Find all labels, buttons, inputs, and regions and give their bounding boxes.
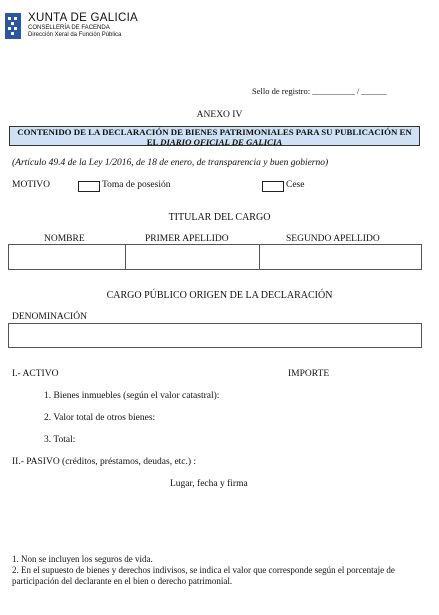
cese-label: Cese	[286, 180, 305, 190]
origin-section-title: CARGO PÚBLICO ORIGEN DE LA DECLARACIÓN	[106, 290, 333, 301]
signature-label: Lugar, fecha y firma	[170, 479, 248, 489]
denomination-field[interactable]	[8, 323, 422, 348]
footnote-1: 1. Non se incluyen los seguros de vida.	[12, 554, 153, 564]
column-header-segundo-apellido: SEGUNDO APELLIDO	[286, 234, 380, 244]
annex-title: ANEXO IV	[196, 110, 243, 120]
liabilities-heading: II.- PASIVO (créditos, préstamos, deudas, etc.) :	[12, 457, 197, 467]
denomination-label: DENOMINACIÓN	[12, 312, 87, 322]
legal-reference: (Artículo 49.4 de la Ley 1/2016, de 18 de enero, de transparencia y buen gobierno)	[12, 158, 329, 168]
table-divider	[259, 245, 260, 269]
org-header	[28, 12, 138, 39]
amount-heading: IMPORTE	[288, 369, 330, 379]
registry-stamp-label: Sello de registro: __________ / ______	[252, 86, 387, 96]
table-divider	[125, 245, 126, 269]
holder-section-title: TITULAR DEL CARGO	[168, 212, 271, 223]
form-title-box	[9, 126, 420, 146]
motivo-label: MOTIVO	[12, 180, 50, 190]
form-title-line1: CONTENIDO DE LA DECLARACIÓN DE BIENES PATRIMONIALES PARA SU PUBLICACIÓN EN	[17, 127, 412, 137]
department-name: CONSELLERÍA DE FACENDA	[28, 25, 110, 31]
footnote-2: 2. En el supuesto de bienes y derechos indivisos, se indica el valor que corresponde según el porcentaje de participación del declarante en el bien o derecho patrimonial.	[12, 565, 395, 586]
column-header-primer-apellido: PRIMER APELLIDO	[145, 234, 229, 244]
asset-item-real-estate: 1. Bienes inmuebles (según el valor catastral):	[44, 391, 220, 401]
holder-name-table	[8, 244, 422, 270]
toma-posesion-checkbox[interactable]	[78, 181, 100, 192]
toma-posesion-label: Toma de posesión	[102, 180, 171, 190]
column-header-nombre: NOMBRE	[44, 234, 85, 244]
cese-checkbox[interactable]	[262, 181, 284, 192]
assets-heading: I.- ACTIVO	[12, 369, 59, 379]
directorate-name: Dirección Xeral da Función Pública	[28, 32, 122, 38]
asset-item-other-goods: 2. Valor total de otros bienes:	[44, 413, 156, 423]
xunta-logo-icon	[5, 13, 21, 39]
form-title-line2: EL DIARIO OFICIAL DE GALICIA	[146, 137, 283, 147]
org-name: XUNTA DE GALICIA	[28, 12, 139, 24]
asset-item-total: 3. Total:	[44, 435, 76, 445]
